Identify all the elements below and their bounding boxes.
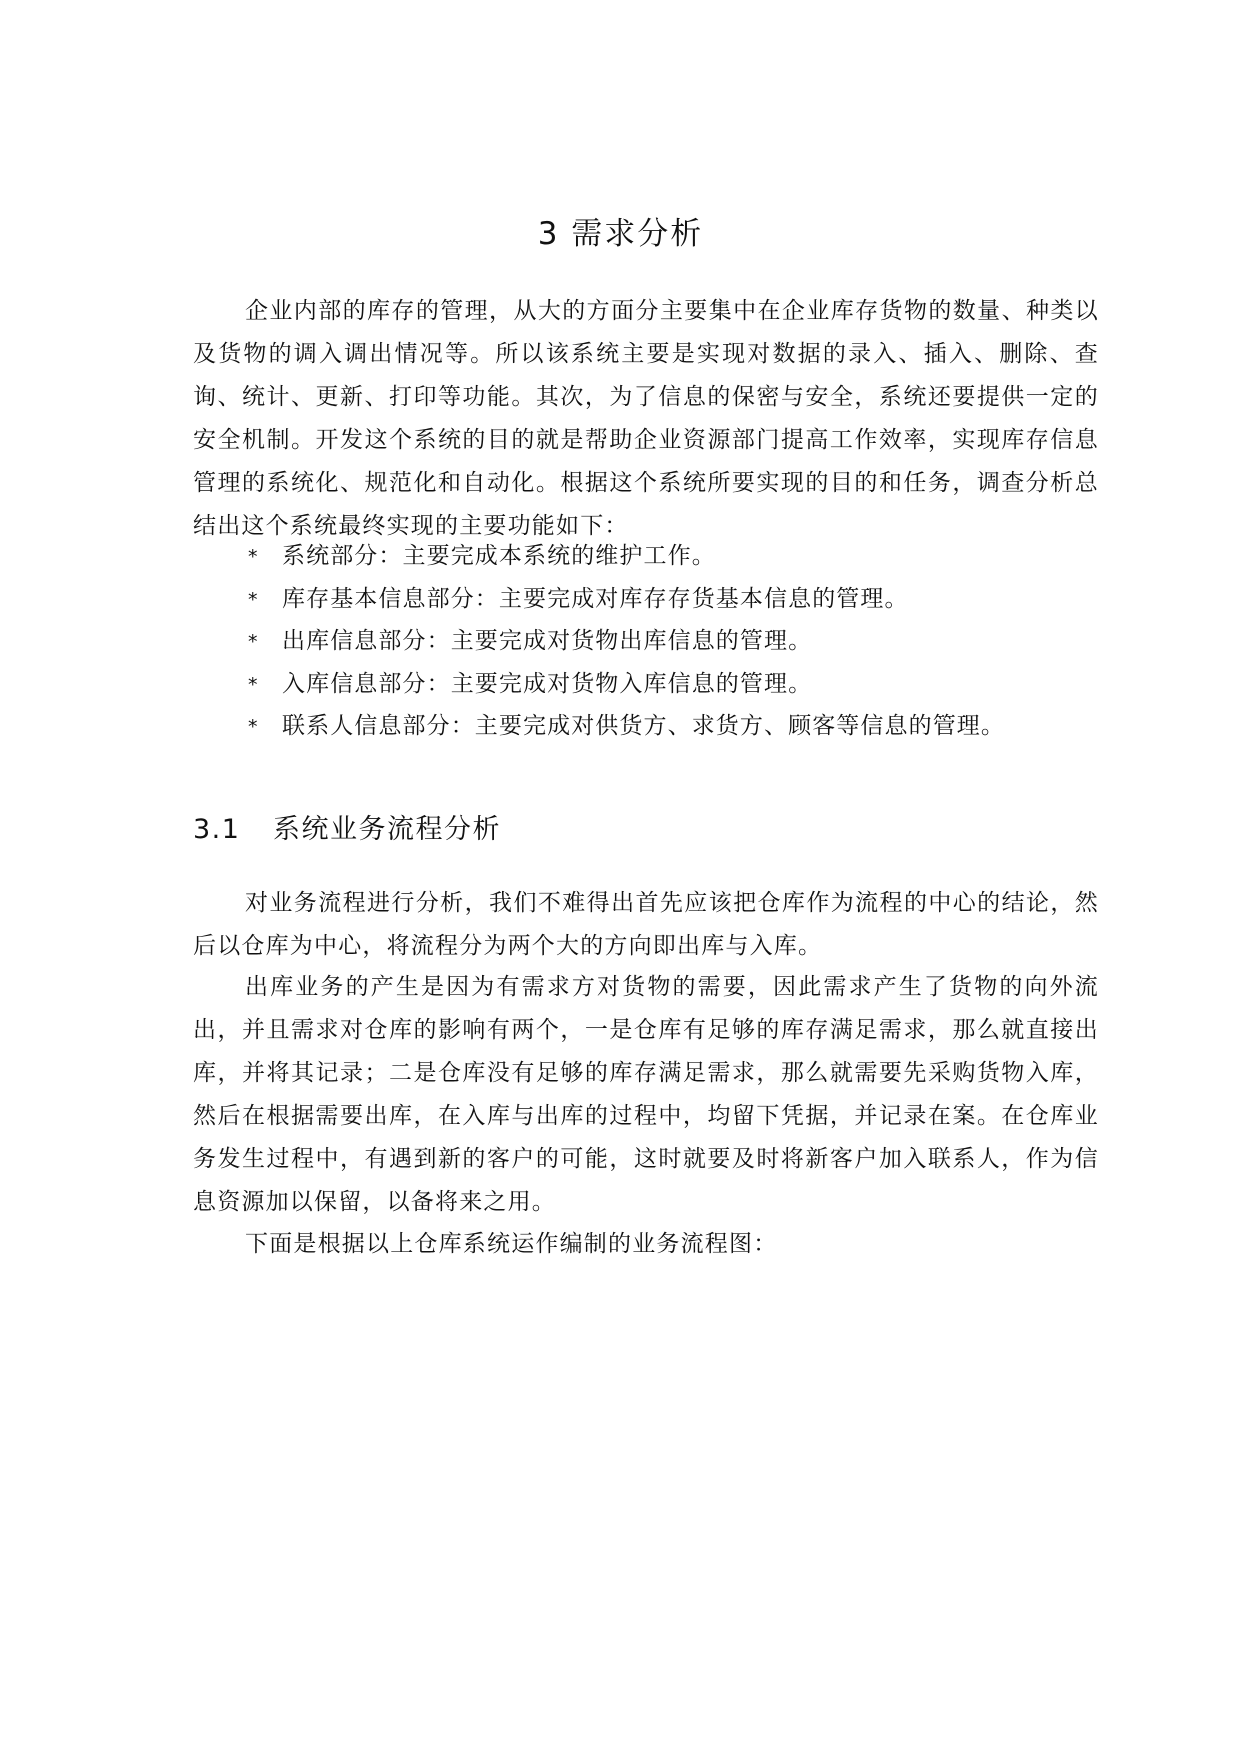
list-item-text: 库存基本信息部分：主要完成对库存存货基本信息的管理。 [282, 585, 909, 612]
list-item [248, 664, 1005, 707]
list-item [248, 706, 1005, 749]
bullet-marker: * [248, 716, 259, 738]
section-number: 3.1 [193, 814, 241, 845]
list-item-text: 入库信息部分：主要完成对货物入库信息的管理。 [282, 670, 813, 697]
section-paragraph: 出库业务的产生是因为有需求方对货物的需要，因此需求产生了货物的向外流出，并且需求对仓库的影响有两个，一是仓库有足够的库存满足需求，那么就直接出库，并将其记录；二是仓库没有足够的库存满足需求，那么就需要先采购货物入库，然后在根据需要出库，在入库与出库的过程中，均留下凭据，并记录在案。在仓库业务发生过程中，有遇到新的客户的可能，这时就要及时将新客户加入联系人，作为信息资源加以保留，以备将来之用。 [193, 974, 1099, 1215]
list-item [248, 579, 1005, 622]
bullet-marker: * [248, 588, 259, 611]
feature-list [248, 536, 1005, 749]
list-item-text: 系统部分：主要完成本系统的维护工作。 [282, 543, 716, 569]
list-item-text: 出库信息部分：主要完成对货物出库信息的管理。 [282, 628, 813, 654]
bullet-marker: * [248, 546, 259, 568]
list-item [248, 536, 1005, 579]
section-title: 系统业务流程分析 [273, 814, 501, 845]
section-heading [193, 810, 501, 850]
section-paragraph: 对业务流程进行分析，我们不难得出首先应该把仓库作为流程的中心的结论，然后以仓库为中心，将流程分为两个大的方向即出库与入库。 [193, 890, 1099, 959]
intro-paragraph: 企业内部的库存的管理，从大的方面分主要集中在企业库存货物的数量、种类以及货物的调入调出情况等。所以该系统主要是实现对数据的录入、插入、删除、查询、统计、更新、打印等功能。其次，为了信息的保密与安全，系统还要提供一定的安全机制。开发这个系统的目的就是帮助企业资源部门提高工作效率，实现库存信息管理的系统化、规范化和自动化。根据这个系统所要实现的目的和任务，调查分析总结出这个系统最终实现的主要功能如下： [193, 298, 1099, 539]
bullet-marker: * [248, 631, 259, 653]
list-item [248, 621, 1005, 664]
section-paragraph: 下面是根据以上仓库系统运作编制的业务流程图： [245, 1231, 778, 1257]
bullet-marker: * [248, 673, 259, 696]
chapter-title: 3 需求分析 [537, 216, 704, 252]
list-item-text: 联系人信息部分：主要完成对供货方、求货方、顾客等信息的管理。 [282, 713, 1005, 739]
